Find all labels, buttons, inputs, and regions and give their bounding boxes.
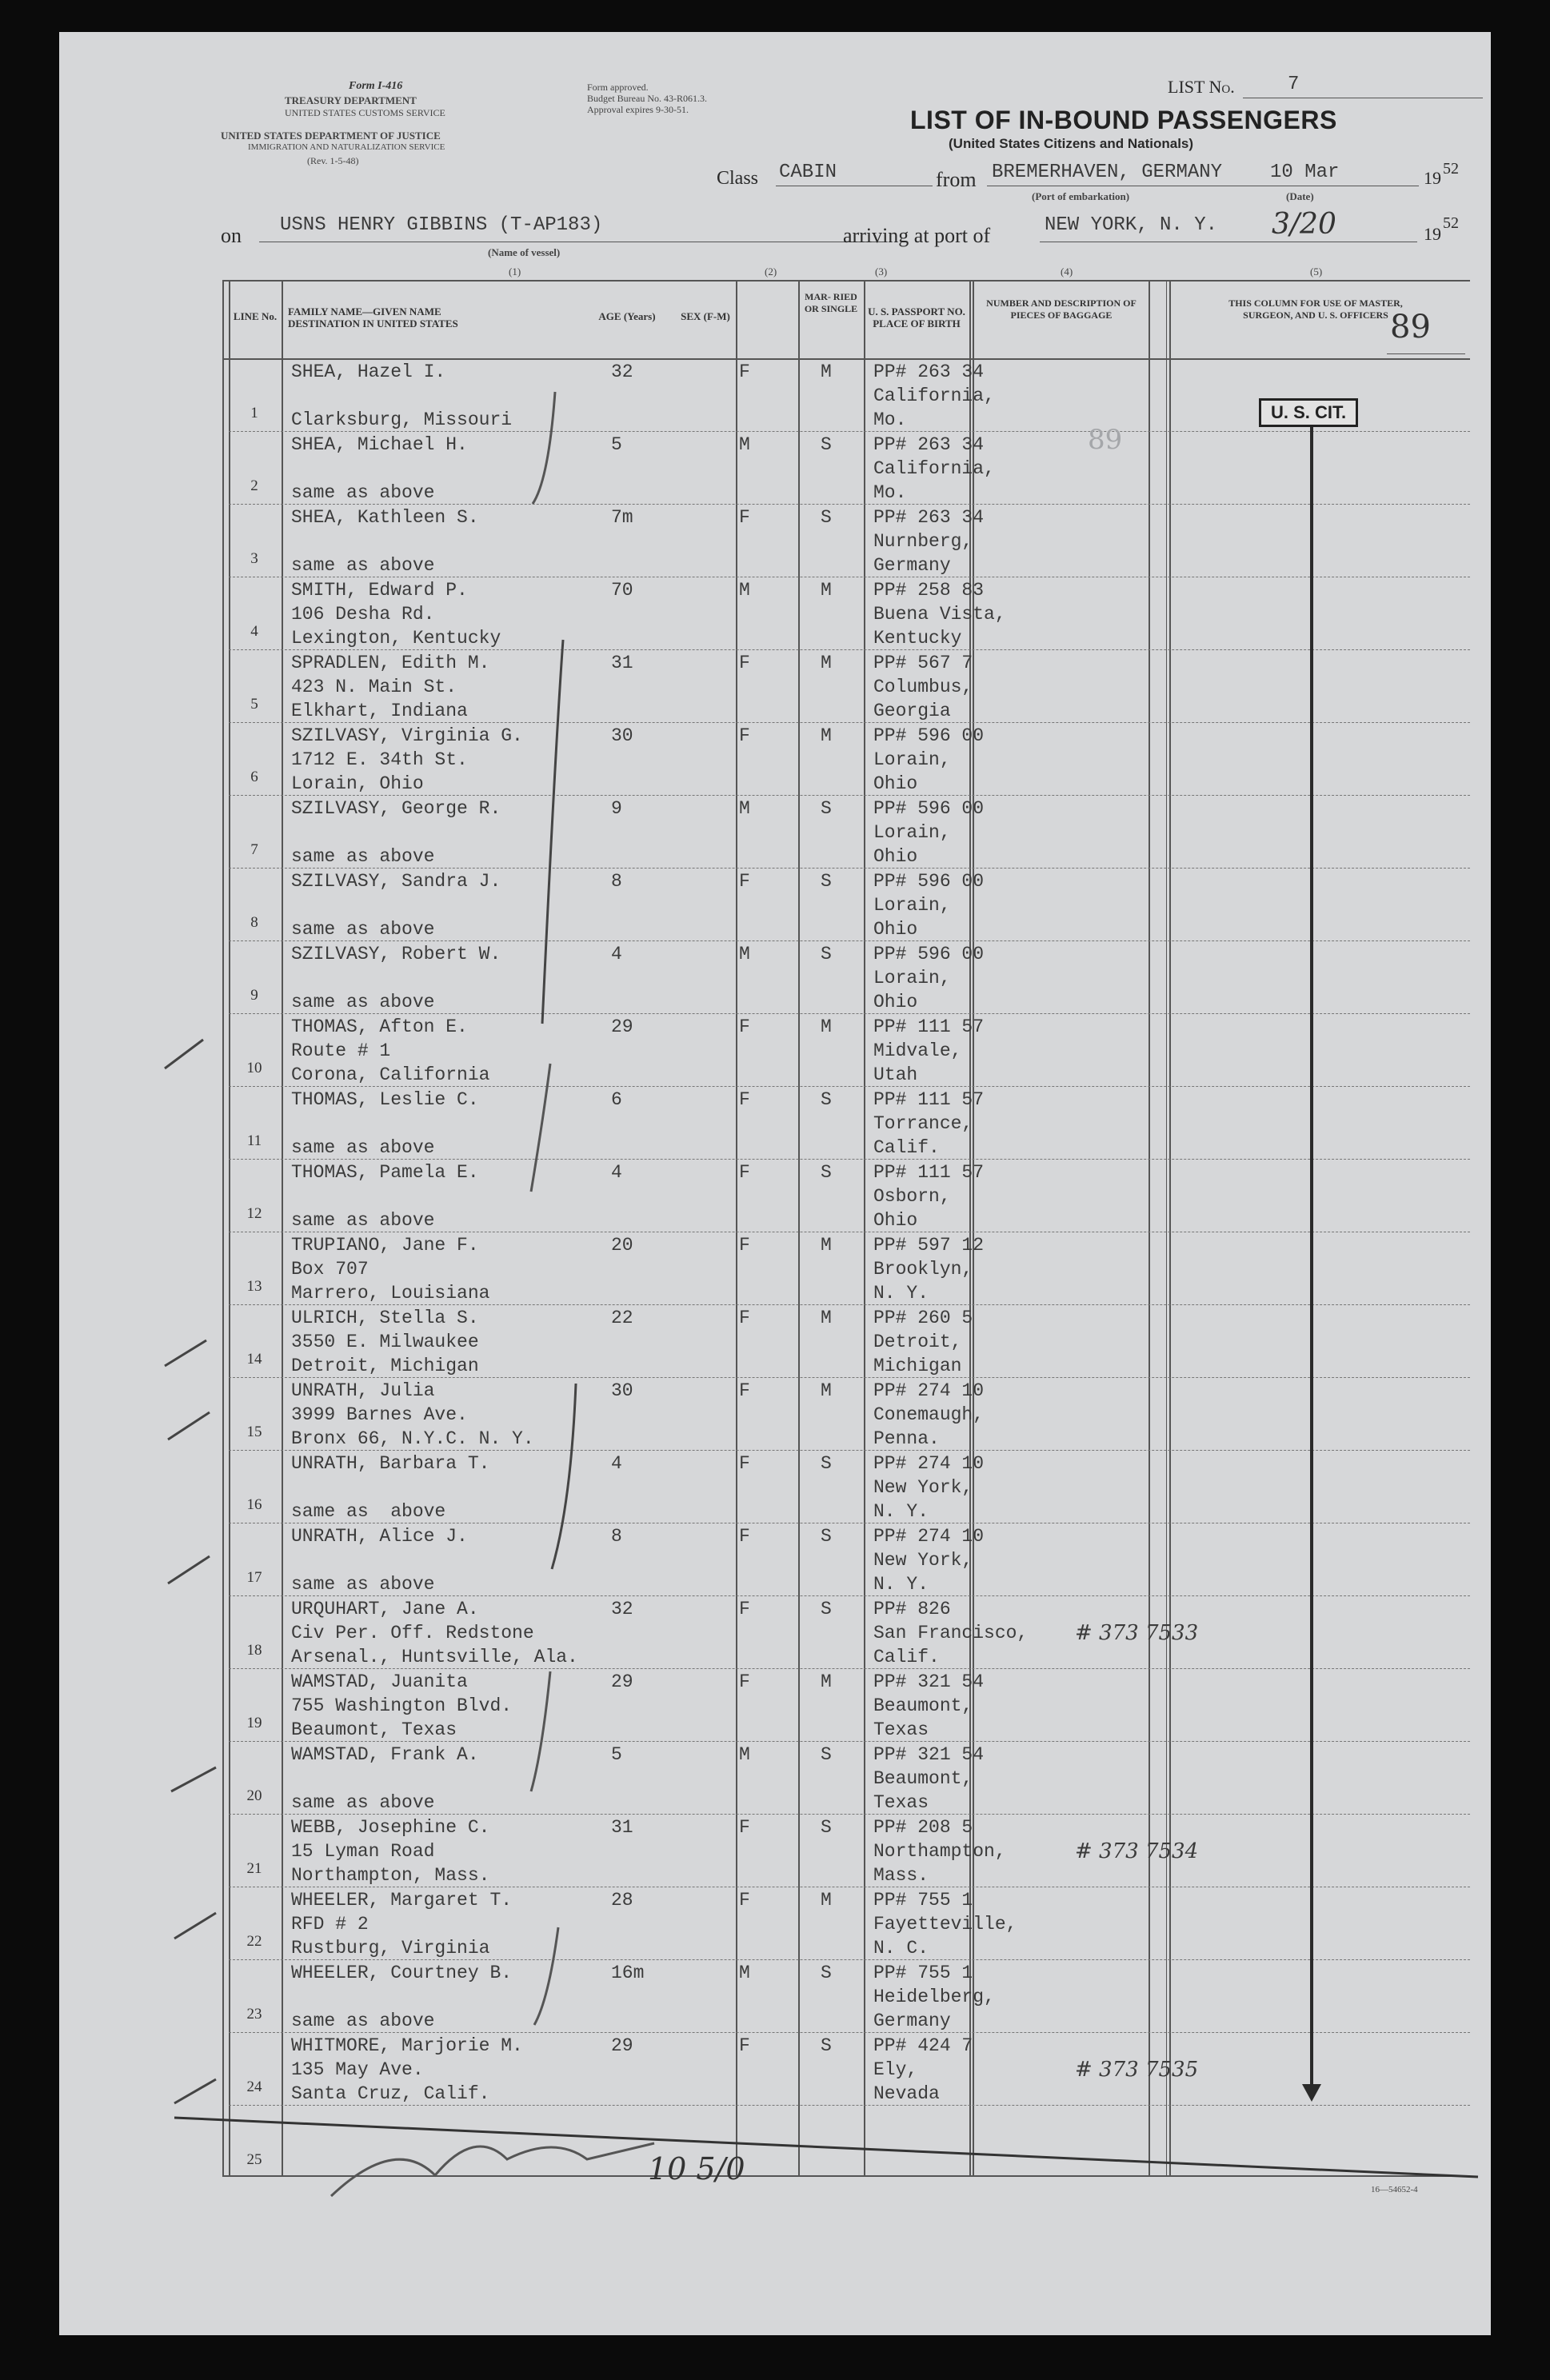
marital-status: S <box>821 2035 832 2056</box>
age-value: 32 <box>611 361 633 382</box>
col-number-1: (1) <box>509 266 521 278</box>
sex-value: F <box>739 725 750 746</box>
passport-number: PP# 208 5 <box>873 1817 973 1838</box>
line-number: 20 <box>246 1787 262 1804</box>
age-value: 29 <box>611 1671 633 1692</box>
passenger-name: WAMSTAD, Juanita <box>291 1671 468 1692</box>
dept-justice: UNITED STATES DEPARTMENT OF JUSTICE <box>221 130 441 142</box>
birthplace-line1: Northampton, <box>873 1841 1006 1862</box>
passport-number: PP# 596 00 <box>873 871 985 892</box>
year2-suffix: 52 <box>1443 214 1459 232</box>
line-number: 16 <box>246 1496 262 1513</box>
marital-status: S <box>821 1526 832 1547</box>
birthplace-line1: Buena Vista, <box>873 604 1006 625</box>
passenger-name: SHEA, Kathleen S. <box>291 507 479 528</box>
passport-number: PP# 274 10 <box>873 1453 985 1474</box>
address-line1: 3999 Barnes Ave. <box>291 1404 468 1425</box>
line-number: 17 <box>246 1569 262 1586</box>
line-number: 18 <box>246 1642 262 1659</box>
line-number: 4 <box>250 623 258 640</box>
birthplace-line1: Brooklyn, <box>873 1259 973 1280</box>
sex-value: F <box>739 361 750 382</box>
line-number: 5 <box>250 696 258 713</box>
passport-number: PP# 321 54 <box>873 1671 985 1692</box>
birthplace-line2: Texas <box>873 1792 929 1813</box>
header-officers: THIS COLUMN FOR USE OF MASTER, SURGEON, AND U. S. OFFICERS <box>1228 298 1403 321</box>
birthplace-line1: San Francisco, <box>873 1623 1029 1643</box>
sex-value: F <box>739 1380 750 1401</box>
birthplace-line2: Ohio <box>873 919 918 940</box>
address-line1: Route # 1 <box>291 1040 391 1061</box>
port-embarkation-caption: (Port of embarkation) <box>1032 190 1130 202</box>
date-caption: (Date) <box>1286 190 1314 202</box>
line-number: 22 <box>246 1933 262 1950</box>
marital-status: M <box>821 361 832 382</box>
marital-status: S <box>821 798 832 819</box>
embarkation-date: 10 Mar <box>1270 162 1340 183</box>
arrival-port: NEW YORK, N. Y. <box>1045 214 1218 236</box>
age-value: 6 <box>611 1089 622 1110</box>
address-line2: same as above <box>291 919 435 940</box>
passenger-name: SMITH, Edward P. <box>291 580 468 601</box>
address-line1: Civ Per. Off. Redstone <box>291 1623 534 1643</box>
passenger-name: WEBB, Josephine C. <box>291 1817 490 1838</box>
birthplace-line1: California, <box>873 385 995 406</box>
address-line1: 135 May Ave. <box>291 2059 424 2080</box>
age-value: 30 <box>611 725 633 746</box>
marital-status: S <box>821 1817 832 1838</box>
sex-value: F <box>739 1162 750 1183</box>
sex-value: F <box>739 1089 750 1110</box>
passenger-name: UNRATH, Julia <box>291 1380 435 1401</box>
address-line2: Clarksburg, Missouri <box>291 409 513 430</box>
age-value: 29 <box>611 1016 633 1037</box>
footer-code: 16—54652-4 <box>1371 2185 1418 2194</box>
pencil-marks <box>59 32 1491 2335</box>
birthplace-line2: Mass. <box>873 1865 929 1886</box>
passenger-name: WAMSTAD, Frank A. <box>291 1744 479 1765</box>
address-line2: same as above <box>291 2011 435 2031</box>
line-number: 10 <box>246 1060 262 1076</box>
birthplace-line1: New York, <box>873 1550 973 1571</box>
dept-immigration: IMMIGRATION AND NATURALIZATION SERVICE <box>248 142 445 152</box>
dept-treasury: TREASURY DEPARTMENT <box>285 94 417 106</box>
age-value: 5 <box>611 1744 622 1765</box>
col-number-2: (2) <box>765 266 777 278</box>
marital-status: S <box>821 434 832 455</box>
page-title: LIST OF IN-BOUND PASSENGERS <box>910 106 1337 134</box>
birthplace-line2: N. Y. <box>873 1501 929 1522</box>
passport-number: PP# 826 <box>873 1599 951 1619</box>
passport-number: PP# 597 12 <box>873 1235 985 1256</box>
birthplace-line1: Osborn, <box>873 1186 951 1207</box>
address-line2: Arsenal., Huntsville, Ala. <box>291 1647 578 1667</box>
age-value: 70 <box>611 580 633 601</box>
address-line1: 1712 E. 34th St. <box>291 749 468 770</box>
passenger-name: THOMAS, Pamela E. <box>291 1162 479 1183</box>
birthplace-line2: N. Y. <box>873 1574 929 1595</box>
on-label: on <box>221 224 242 247</box>
sex-value: M <box>739 944 750 964</box>
birthplace-line2: Calif. <box>873 1137 940 1158</box>
marital-status: S <box>821 1599 832 1619</box>
passenger-name: SZILVASY, Sandra J. <box>291 871 501 892</box>
birthplace-line1: Nurnberg, <box>873 531 973 552</box>
header-sex: SEX (F-M) <box>681 310 730 322</box>
age-value: 9 <box>611 798 622 819</box>
passenger-name: SHEA, Hazel I. <box>291 361 446 382</box>
birthplace-line2: Germany <box>873 555 951 576</box>
sex-value: F <box>739 1453 750 1474</box>
birthplace-line1: Heidelberg, <box>873 1987 995 2007</box>
birthplace-line2: Nevada <box>873 2083 940 2104</box>
address-line2: Lorain, Ohio <box>291 773 424 794</box>
address-line2: same as above <box>291 555 435 576</box>
address-line2: same as above <box>291 482 435 503</box>
list-number-label: LIST No. <box>1168 77 1235 97</box>
birthplace-line2: Calif. <box>873 1647 940 1667</box>
address-line1: 3550 E. Milwaukee <box>291 1332 479 1352</box>
vessel-caption: (Name of vessel) <box>488 246 561 258</box>
passenger-name: TRUPIANO, Jane F. <box>291 1235 479 1256</box>
birthplace-line1: California, <box>873 458 995 479</box>
sex-value: F <box>739 1599 750 1619</box>
header-married: MAR- RIED OR SINGLE <box>804 291 858 314</box>
passport-number: PP# 263 34 <box>873 434 985 455</box>
age-value: 28 <box>611 1890 633 1911</box>
sex-value: F <box>739 1671 750 1692</box>
passenger-name: THOMAS, Afton E. <box>291 1016 468 1037</box>
marital-status: S <box>821 1162 832 1183</box>
line-number: 3 <box>250 550 258 567</box>
line-number: 15 <box>246 1424 262 1440</box>
line-number: 2 <box>250 477 258 494</box>
birthplace-line1: Fayetteville, <box>873 1914 1017 1935</box>
address-line2: Detroit, Michigan <box>291 1356 479 1376</box>
address-line2: Santa Cruz, Calif. <box>291 2083 490 2104</box>
page-subtitle: (United States Citizens and Nationals) <box>949 136 1194 151</box>
line-number: 13 <box>246 1278 262 1295</box>
address-line1: Box 707 <box>291 1259 369 1280</box>
address-line2: Lexington, Kentucky <box>291 628 501 649</box>
col-number-3: (3) <box>875 266 888 278</box>
passport-number: PP# 111 57 <box>873 1089 985 1110</box>
age-value: 31 <box>611 653 633 673</box>
age-value: 8 <box>611 1526 622 1547</box>
faint-count: 89 <box>1088 424 1123 456</box>
passport-number: PP# 755 1 <box>873 1890 973 1911</box>
sex-value: F <box>739 871 750 892</box>
header-age: AGE (Years) <box>598 310 656 322</box>
marital-status: M <box>821 1890 832 1911</box>
passport-number: PP# 755 1 <box>873 1963 973 1983</box>
line-number: 11 <box>246 1132 262 1149</box>
passenger-name: SHEA, Michael H. <box>291 434 468 455</box>
passenger-name: SZILVASY, Virginia G. <box>291 725 523 746</box>
header-name: FAMILY NAME—GIVEN NAME DESTINATION IN UNITED STATES <box>288 305 458 329</box>
birthplace-line2: Kentucky <box>873 628 962 649</box>
birthplace-line1: Lorain, <box>873 749 951 770</box>
address-line2: same as above <box>291 846 435 867</box>
birthplace-line1: Columbus, <box>873 677 973 697</box>
address-line1: 106 Desha Rd. <box>291 604 435 625</box>
line-number: 12 <box>246 1205 262 1222</box>
sex-value: F <box>739 2035 750 2056</box>
passport-number: PP# 274 10 <box>873 1526 985 1547</box>
address-line2: same as above <box>291 1501 446 1522</box>
sex-value: F <box>739 653 750 673</box>
sex-value: M <box>739 1744 750 1765</box>
sex-value: F <box>739 1817 750 1838</box>
us-citizen-stamp: U. S. CIT. <box>1259 398 1358 427</box>
passport-number: PP# 596 00 <box>873 798 985 819</box>
age-value: 16m <box>611 1963 645 1983</box>
address-line2: Corona, California <box>291 1064 490 1085</box>
total-count: 89 <box>1390 309 1431 345</box>
marital-status: M <box>821 1308 832 1328</box>
arriving-label: arriving at port of <box>843 224 991 247</box>
address-line2: Rustburg, Virginia <box>291 1938 490 1959</box>
baggage-ticket: # 373 7535 <box>1075 2058 1199 2082</box>
address-line2: same as above <box>291 1792 435 1813</box>
line-number: 7 <box>250 841 258 858</box>
sex-value: F <box>739 507 750 528</box>
address-line2: Beaumont, Texas <box>291 1719 457 1740</box>
birthplace-line2: N. Y. <box>873 1283 929 1304</box>
line-number: 21 <box>246 1860 262 1877</box>
marital-status: M <box>821 1380 832 1401</box>
header-line-no: LINE No. <box>233 310 278 322</box>
passenger-name: WHEELER, Margaret T. <box>291 1890 513 1911</box>
birthplace-line2: Penna. <box>873 1428 940 1449</box>
sex-value: F <box>739 1890 750 1911</box>
age-value: 20 <box>611 1235 633 1256</box>
passenger-name: SZILVASY, Robert W. <box>291 944 501 964</box>
embarkation-port: BREMERHAVEN, GERMANY <box>992 162 1223 183</box>
birthplace-line2: Utah <box>873 1064 918 1085</box>
address-line2: Marrero, Louisiana <box>291 1283 490 1304</box>
birthplace-line1: Lorain, <box>873 822 951 843</box>
passenger-name: UNRATH, Barbara T. <box>291 1453 490 1474</box>
class-label: Class <box>717 168 759 189</box>
address-line2: same as above <box>291 1210 435 1231</box>
marital-status: S <box>821 944 832 964</box>
passenger-name: SZILVASY, George R. <box>291 798 501 819</box>
age-value: 22 <box>611 1308 633 1328</box>
birthplace-line1: New York, <box>873 1477 973 1498</box>
marital-status: M <box>821 1671 832 1692</box>
sex-value: M <box>739 580 750 601</box>
passenger-name: WHEELER, Courtney B. <box>291 1963 513 1983</box>
sex-value: F <box>739 1526 750 1547</box>
passport-number: PP# 263 34 <box>873 361 985 382</box>
age-value: 7m <box>611 507 633 528</box>
passenger-name: ULRICH, Stella S. <box>291 1308 479 1328</box>
sex-value: M <box>739 798 750 819</box>
dept-customs: UNITED STATES CUSTOMS SERVICE <box>285 107 445 118</box>
marital-status: M <box>821 653 832 673</box>
passport-number: PP# 424 7 <box>873 2035 973 2056</box>
line-number: 19 <box>246 1715 262 1731</box>
passport-number: PP# 596 00 <box>873 725 985 746</box>
marital-status: M <box>821 725 832 746</box>
passport-number: PP# 321 54 <box>873 1744 985 1765</box>
passenger-name: THOMAS, Leslie C. <box>291 1089 479 1110</box>
address-line1: 423 N. Main St. <box>291 677 457 697</box>
col-number-4: (4) <box>1061 266 1073 278</box>
age-value: 31 <box>611 1817 633 1838</box>
class-value: CABIN <box>779 162 837 183</box>
line-number: 23 <box>246 2006 262 2023</box>
line-number: 24 <box>246 2079 262 2095</box>
passport-number: PP# 596 00 <box>873 944 985 964</box>
form-number: Form I-416 <box>349 80 403 92</box>
age-value: 29 <box>611 2035 633 2056</box>
address-line2: same as above <box>291 1574 435 1595</box>
list-number: 7 <box>1288 74 1300 95</box>
approval-line2: Budget Bureau No. 43-R061.3. <box>587 93 707 104</box>
age-value: 4 <box>611 1453 622 1474</box>
passport-number: PP# 258 83 <box>873 580 985 601</box>
line-number: 9 <box>250 987 258 1004</box>
passport-number: PP# 111 57 <box>873 1016 985 1037</box>
age-value: 4 <box>611 944 622 964</box>
arrival-date: 3/20 <box>1272 208 1336 241</box>
form-revision: (Rev. 1-5-48) <box>307 155 359 166</box>
marital-status: M <box>821 580 832 601</box>
address-line2: Northampton, Mass. <box>291 1865 490 1886</box>
address-line1: 15 Lyman Road <box>291 1841 435 1862</box>
baggage-ticket: # 373 7534 <box>1075 1839 1199 1863</box>
sex-value: F <box>739 1235 750 1256</box>
birthplace-line1: Torrance, <box>873 1113 973 1134</box>
birthplace-line1: Lorain, <box>873 968 951 988</box>
birthplace-line2: Texas <box>873 1719 929 1740</box>
address-line1: 755 Washington Blvd. <box>291 1695 513 1716</box>
birthplace-line1: Ely, <box>873 2059 918 2080</box>
birthplace-line2: Mo. <box>873 409 907 430</box>
passenger-name: UNRATH, Alice J. <box>291 1526 468 1547</box>
header-passport: U. S. PASSPORT NO. PLACE OF BIRTH <box>868 305 965 329</box>
birthplace-line2: Germany <box>873 2011 951 2031</box>
passport-number: PP# 111 57 <box>873 1162 985 1183</box>
age-value: 30 <box>611 1380 633 1401</box>
approval-line3: Approval expires 9-30-51. <box>587 104 689 115</box>
marital-status: S <box>821 1089 832 1110</box>
line-number: 8 <box>250 914 258 931</box>
age-value: 4 <box>611 1162 622 1183</box>
bottom-note: 10 5/0 <box>648 2151 745 2186</box>
from-label: from <box>936 168 977 191</box>
birthplace-line2: Mo. <box>873 482 907 503</box>
line-number: 6 <box>250 769 258 785</box>
birthplace-line2: Ohio <box>873 1210 918 1231</box>
passenger-name: WHITMORE, Marjorie M. <box>291 2035 523 2056</box>
marital-status: S <box>821 871 832 892</box>
col-number-5: (5) <box>1310 266 1323 278</box>
document-page <box>59 32 1491 2335</box>
marital-status: S <box>821 1744 832 1765</box>
birthplace-line2: N. C. <box>873 1938 929 1959</box>
year-suffix: 52 <box>1443 160 1459 178</box>
birthplace-line1: Beaumont, <box>873 1768 973 1789</box>
marital-status: S <box>821 1963 832 1983</box>
birthplace-line2: Michigan <box>873 1356 962 1376</box>
address-line2: Elkhart, Indiana <box>291 701 468 721</box>
birthplace-line1: Detroit, <box>873 1332 962 1352</box>
passenger-name: URQUHART, Jane A. <box>291 1599 479 1619</box>
address-line2: same as above <box>291 992 435 1012</box>
marital-status: M <box>821 1235 832 1256</box>
line-number: 1 <box>250 405 258 421</box>
birthplace-line2: Ohio <box>873 846 918 867</box>
sex-value: F <box>739 1308 750 1328</box>
birthplace-line1: Midvale, <box>873 1040 962 1061</box>
sex-value: M <box>739 434 750 455</box>
header-baggage: NUMBER AND DESCRIPTION OF PIECES OF BAGGAGE <box>986 298 1137 321</box>
marital-status: S <box>821 1453 832 1474</box>
year-prefix: 19 <box>1424 168 1441 188</box>
age-value: 32 <box>611 1599 633 1619</box>
passport-number: PP# 567 7 <box>873 653 973 673</box>
address-line1: RFD # 2 <box>291 1914 369 1935</box>
vessel-name: USNS HENRY GIBBINS (T-AP183) <box>280 214 603 236</box>
age-value: 5 <box>611 434 622 455</box>
address-line2: same as above <box>291 1137 435 1158</box>
passenger-name: SPRADLEN, Edith M. <box>291 653 490 673</box>
sex-value: F <box>739 1016 750 1037</box>
line-number: 14 <box>246 1351 262 1368</box>
address-line2: Bronx 66, N.Y.C. N. Y. <box>291 1428 534 1449</box>
marital-status: S <box>821 507 832 528</box>
sex-value: M <box>739 1963 750 1983</box>
birthplace-line2: Ohio <box>873 773 918 794</box>
birthplace-line2: Georgia <box>873 701 951 721</box>
birthplace-line1: Beaumont, <box>873 1695 973 1716</box>
age-value: 8 <box>611 871 622 892</box>
baggage-ticket: # 373 7533 <box>1075 1621 1199 1645</box>
birthplace-line2: Ohio <box>873 992 918 1012</box>
birthplace-line1: Lorain, <box>873 895 951 916</box>
passport-number: PP# 263 34 <box>873 507 985 528</box>
year2-prefix: 19 <box>1424 224 1441 244</box>
birthplace-line1: Conemaugh, <box>873 1404 985 1425</box>
line-number: 25 <box>246 2151 262 2168</box>
approval-line1: Form approved. <box>587 82 649 93</box>
passport-number: PP# 260 5 <box>873 1308 973 1328</box>
passport-number: PP# 274 10 <box>873 1380 985 1401</box>
marital-status: M <box>821 1016 832 1037</box>
